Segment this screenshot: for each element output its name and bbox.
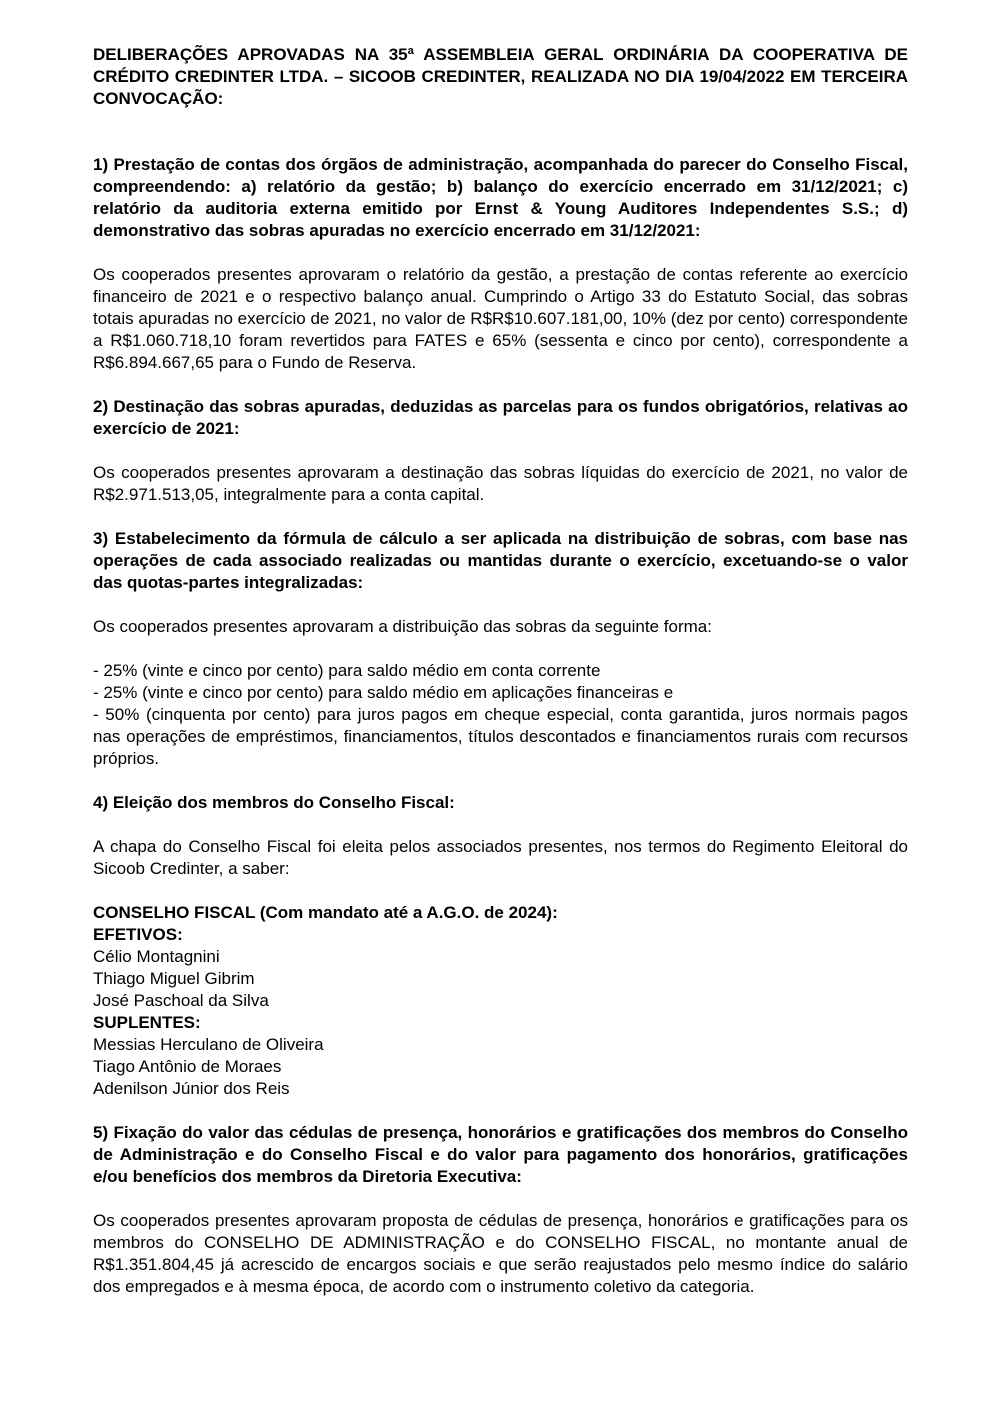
section-2-paragraph: Os cooperados presentes aprovaram a destinação das sobras líquidas do exercício de 2021, no valor de R$2.971.513,05, integralmente para a conta capital. (93, 463, 908, 504)
distribution-item-investments: - 25% (vinte e cinco por cento) para saldo médio em aplicações financeiras e (93, 683, 674, 702)
section-3-heading: 3) Estabelecimento da fórmula de cálculo a ser aplicada na distribuição de sobras, com base nas operações de cada associado realizadas ou mantidas durante o exercício, excetuando-se o valor das quotas-partes integralizadas: (93, 529, 908, 592)
distribution-item-interest: - 50% (cinquenta por cento) para juros pagos em cheque especial, conta garantida, juros normais pagos nas operações de empréstimos, financiamentos, títulos descontados e financiamentos rurais com recursos próprios. (93, 705, 908, 768)
fiscal-member-name: Adenilson Júnior dos Reis (93, 1079, 290, 1098)
section-1-heading: 1) Prestação de contas dos órgãos de administração, acompanhada do parecer do Conselho Fiscal, compreendendo: a) relatório da gestão; b) balanço do exercício encerrado em 31/12/2021; c) relatório da auditoria externa emitido por Ernst & Young Auditores Independentes S.S.; d) demonstrativo das sobras apuradas no exercício encerrado em 31/12/2021: (93, 155, 908, 240)
fiscal-member-name: Tiago Antônio de Moraes (93, 1057, 282, 1076)
fiscal-member-name: José Paschoal da Silva (93, 991, 269, 1010)
fiscal-suplentes-label: SUPLENTES: (93, 1013, 201, 1032)
section-4-heading: 4) Eleição dos membros do Conselho Fiscal: (93, 793, 455, 812)
distribution-item-checking: - 25% (vinte e cinco por cento) para saldo médio em conta corrente (93, 661, 601, 680)
fiscal-member-name: Célio Montagnini (93, 947, 220, 966)
fiscal-council-header: CONSELHO FISCAL (Com mandato até a A.G.O. de 2024): (93, 903, 558, 922)
fiscal-member-name: Messias Herculano de Oliveira (93, 1035, 324, 1054)
fiscal-efetivos-label: EFETIVOS: (93, 925, 183, 944)
section-3-intro: Os cooperados presentes aprovaram a distribuição das sobras da seguinte forma: (93, 617, 712, 636)
section-1-paragraph: Os cooperados presentes aprovaram o relatório da gestão, a prestação de contas referente ao exercício financeiro de 2021 e o respectivo balanço anual. Cumprindo o Artigo 33 do Estatuto Social, das sobras totais apuradas no exercício de 2021, no valor de R$R$10.607.181,00, 10% (dez por cento) correspondente a R$1.060.718,10 foram revertidos para FATES e 65% (sessenta e cinco por cento), correspondente a R$6.894.667,65 para o Fundo de Reserva. (93, 265, 908, 372)
distribution-list (93, 660, 908, 770)
fiscal-member-name: Thiago Miguel Gibrim (93, 969, 255, 988)
section-4-paragraph: A chapa do Conselho Fiscal foi eleita pelos associados presentes, nos termos do Regimento Eleitoral do Sicoob Credinter, a saber: (93, 837, 908, 878)
section-5-heading: 5) Fixação do valor das cédulas de presença, honorários e gratificações dos membros do Conselho de Administração e do Conselho Fiscal e do valor para pagamento dos honorários, gratificações e/ou benefícios dos membros da Diretoria Executiva: (93, 1123, 908, 1186)
section-2-heading: 2) Destinação das sobras apuradas, deduzidas as parcelas para os fundos obrigatórios, relativas ao exercício de 2021: (93, 397, 908, 438)
document-title: DELIBERAÇÕES APROVADAS NA 35ª ASSEMBLEIA GERAL ORDINÁRIA DA COOPERATIVA DE CRÉDITO CREDINTER LTDA. – SICOOB CREDINTER, REALIZADA NO DIA 19/04/2022 EM TERCEIRA CONVOCAÇÃO: (93, 45, 908, 108)
fiscal-council-list (93, 902, 908, 1100)
section-5-paragraph: Os cooperados presentes aprovaram proposta de cédulas de presença, honorários e gratificações para os membros do CONSELHO DE ADMINISTRAÇÃO e do CONSELHO FISCAL, no montante anual de R$1.351.804,45 já acrescido de encargos sociais e que serão reajustados pelo mesmo índice do salário dos empregados e à mesma época, de acordo com o instrumento coletivo da categoria. (93, 1211, 908, 1296)
